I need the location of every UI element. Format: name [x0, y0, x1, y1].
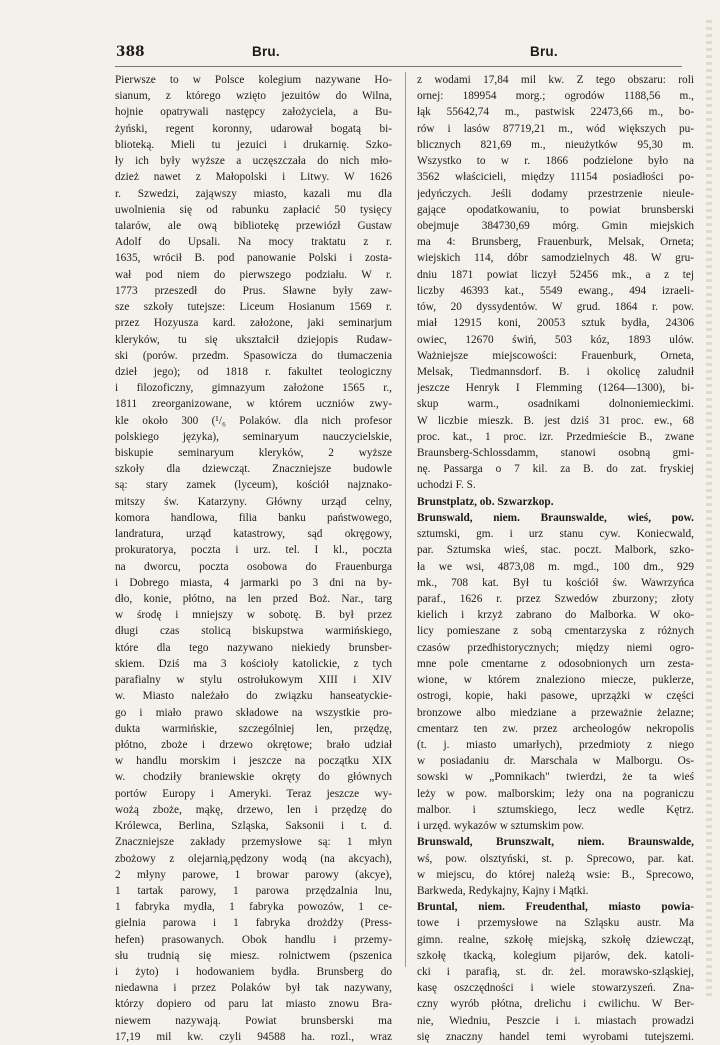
text-line: dukta warmińskie, szczególniej len, przędzę,	[115, 722, 392, 735]
text-line: rów i lasów 87719,21 m., wód większych pu-	[417, 122, 694, 135]
text-line: ostrogi, kopie, haki pasowe, uprzążki w części	[417, 690, 694, 703]
text-line: nie, Wiedniu, Peszcie i i. miastach prowadzi	[417, 1014, 694, 1027]
text-line: uwolnienia się od rabunku zapłacić 50 tysięcy	[115, 203, 392, 216]
text-line: mk., 708 kat. Był tu kościół św. Wawrzyńca	[417, 576, 694, 589]
text-line: Wszystko to w r. 1866 podzielone było na	[417, 155, 694, 168]
text-line: w. chodziły braniewskie okręty do głównych	[115, 771, 392, 784]
text-line: 1 fabryka mydła, 1 fabryka powozów, 1 ce-	[115, 901, 392, 914]
text-line: bronzowe albo miedziane a przeważnie żelazne;	[417, 706, 694, 719]
text-line: szkołę tkacką, kolegium pijarów, dek. katoli-	[417, 949, 694, 962]
text-line: landratura, urząd katastrowy, sąd okręgowy,	[115, 528, 392, 541]
text-line: tów, 20 dyssydentów. W grud. 1864 r. pow.	[417, 301, 694, 314]
text-line: Brunstplatz, ob. Szwarzkop.	[417, 495, 554, 508]
text-line: parafialny w stylu ostrołukowym XIII i XIV	[115, 674, 392, 687]
text-line: uchodzi F. S.	[417, 479, 476, 492]
text-line: czasów przedhistorycznych; między niemi ogro-	[417, 641, 694, 654]
text-line: 1635, wrócił B. pod panowanie Polski i zosta-	[115, 252, 392, 265]
text-line: płótno, zboże i drzewo okrętowe; brało udział	[115, 738, 392, 751]
text-line: gielnia parowa i 1 fabryka drożdży (Press-	[115, 917, 392, 930]
text-line: szkoły dla dziewcząt. Znaczniejsze budowle	[115, 463, 392, 476]
page-number: 388	[116, 44, 145, 60]
text-line: i filozoficzny, gimnazyum założone 1565 r.,	[115, 382, 392, 395]
text-line: 1 tartak parowy, 1 parowa przędzalnia lnu,	[115, 884, 392, 897]
text-line: wś, pow. olsztyński, st. p. Sprecowo, par. kat.	[417, 852, 694, 865]
text-line: dniu 1871 powiat liczył 52456 mk., a z tej	[417, 268, 694, 281]
text-line: Pierwsze to w Polsce kolegium nazywane Ho-	[115, 74, 392, 86]
text-line: i urzęd. wykazów w sztumskim pow.	[417, 820, 585, 833]
text-line: ły ich były wyższe a uczęszczała do nich mło-	[115, 155, 392, 168]
text-line: ła we wsi, 4873,08 m. mgd., 100 dm., 929	[417, 560, 694, 573]
text-line: wożą zboże, mąkę, drzewo, len i przędzę do	[115, 803, 392, 816]
text-line: W liczbie mieszk. B. jest dziś 31 proc. ew., 68	[417, 414, 694, 427]
text-line: Brunswald, Brunszwalt, niem. Braunswalde,	[417, 836, 694, 849]
text-line: dło, konie, płótno, na len przed Boż. Nar., targ	[115, 593, 392, 605]
text-line: skiem. Dziś ma 3 kościoły katolickie, z tych	[115, 657, 392, 670]
text-line: portów Europy i Ameryki. Teraz jeszcze wy-	[115, 787, 392, 800]
text-line: 17,19 mil kw. czyli 94588 ha. rozl., wraz	[115, 1030, 392, 1043]
text-line: niewem nazywają. Powiat brunsberski ma	[115, 1014, 392, 1027]
text-line: w posiadaniu dr. Marschala w Malborgu. Os-	[417, 755, 694, 768]
text-line: sze szkoły tutejsze: Liceum Hosianum 1569 r.	[115, 301, 392, 314]
text-line: leży w pow. malborskim; leży ona na pograniczu	[417, 787, 694, 800]
text-line: ma 4: Brunsberg, Frauenburk, Melsak, Orneta;	[417, 236, 694, 249]
text-line: jeszcze Henryk I Flemming (1264—1300), bi-	[417, 382, 694, 395]
text-line: paraf., 1626 r. przez Szwedów zburzony; złoty	[417, 593, 694, 605]
text-line: Królewca, Berlina, Szląska, Saksonii i t. d.	[115, 820, 392, 833]
text-line: w. Miasto należało do związku hanseatyckie-	[115, 690, 392, 703]
text-line: 3562 właścicieli, między 11154 posiadłości po-	[417, 171, 694, 184]
text-line: kleryków, tu się ukształcił dziejopis Rudaw-	[115, 333, 392, 346]
text-line: łąk 55642,74 m., pastwisk 22473,66 m., bo-	[417, 106, 694, 119]
text-line: sianum, z którego wzięto jezuitów do Wilna,	[115, 90, 392, 103]
text-line: cki i parafią, st. dr. żel. morawsko-szląskiej,	[417, 966, 694, 979]
text-line: Bruntal, niem. Freudenthal, miasto powia-	[417, 901, 694, 914]
text-line: w środę i mniejszy w sobotę. B. był przez	[115, 609, 392, 622]
text-line: liczby 46393 kat., 5549 ewang., 494 izraeli-	[417, 284, 694, 297]
text-line: mne pole cmentarne z odosobnionych urn zesta-	[417, 657, 694, 670]
text-line: skup warm., osadnikami dolnoniemieckimi.	[417, 398, 694, 411]
text-line: par. Sztumska wieś, stac. poczt. Malbork, szko-	[417, 544, 694, 557]
text-line: Znaczniejsze zakłady przemysłowe są: 1 młyn	[115, 836, 392, 849]
text-line: owiec, 12670 świń, 503 kóz, 1893 ulów.	[417, 333, 694, 346]
text-line: jedyńczych. Jeśli dodamy przestrzenie nieule-	[417, 187, 694, 200]
right-text-column	[417, 72, 694, 1045]
text-line: 1773 przeszedł do Prus. Sławne były zaw-	[115, 284, 392, 297]
text-line: kielich i krzyż zabrano do Malborka. W oko-	[417, 609, 694, 622]
text-line: hojnie opatrywali następcy założyciela, a Bu-	[115, 106, 392, 119]
text-line: sowski w „Pomnikach" twierdzi, że ta wieś	[417, 771, 694, 784]
text-line: gimn. realne, szkołę miejską, szkołę dziewcząt,	[417, 933, 694, 946]
text-line: blioteką. Mieli tu jezuici i drukarnię. Szko-	[115, 138, 392, 151]
text-line: biskupie seminaryum kleryków, 2 wyższe	[115, 447, 392, 460]
text-line: i Dobrego miasta, 4 jarmarki po 3 dni na by-	[115, 576, 392, 589]
text-line: talarów, ale ową bibliotekę przewiózł Gustaw	[115, 219, 392, 232]
text-line: licy pomieszane z sobą cmentarzyska z różnych	[417, 625, 694, 638]
text-line: malbor. i sztumskiego, lecz wedle Kętrz.	[417, 803, 694, 816]
text-line: sztumski, gm. i urz stanu cyw. Koniecwald,	[417, 528, 694, 541]
text-line: w handlu morskim i jeszcze na początku XIX	[115, 755, 392, 768]
text-line: się znaczny handel temi wyrobami tutejszemi.	[417, 1030, 694, 1043]
text-line: hefen) prasowanych. Obok handlu i przemy-	[115, 933, 392, 946]
text-line: blicznych 821,69 m., nieużytków 95,30 m.	[417, 138, 694, 151]
text-line: wione, w którem znaleziono miecze, puklerze,	[417, 674, 694, 687]
text-line: na dworcu, poczta osobowa do Frauenburga	[115, 560, 392, 573]
text-line: zbożowy z olejarnią,pędzony wodą (na akcyach),	[115, 852, 392, 865]
text-line: wał pod niem do pierwszego podziału. W r.	[115, 268, 392, 281]
text-line: i żyto) i hodowaniem bydła. Brunsberg do	[115, 966, 392, 979]
text-line: go i miało prawo składowe na wszystkie pro-	[115, 706, 392, 719]
text-line: Brunswald, niem. Braunswalde, wieś, pow.	[417, 511, 694, 524]
text-line: Melsak, Tiedmannsdorf. B. i okolicę zaludnił	[417, 365, 694, 378]
text-line: ornej: 189954 morg.; ogrodów 1188,56 m.,	[417, 90, 694, 103]
text-line: 2 młyny parowe, 1 browar parowy (akcye),	[115, 868, 392, 881]
text-line: przez Hozyusza kard. założone, jaki seminarjum	[115, 317, 392, 330]
text-line: dzieł jego); od 1818 r. fakultet teologiczny	[115, 365, 392, 378]
right-running-head: Bru.	[530, 44, 558, 59]
text-line: Braunsberg-Schlossdamm, stanowi osobną gmi-	[417, 447, 694, 460]
text-line: r. Szwedzi, zająwszy miasto, kazali mu dla	[115, 187, 392, 200]
text-line: którzy dopiero od paru lat miasto znowu Bra-	[115, 998, 392, 1011]
text-line: polskiego języka), seminaryum nauczycielskie,	[115, 430, 392, 443]
text-line: prokuratorya, poczta i urz. tel. I kl., poczta	[115, 544, 392, 557]
text-line: żyński, regent koronny, udarował bogatą bi-	[115, 122, 392, 135]
text-line: komora handlowa, filia banku państwowego,	[115, 511, 392, 524]
text-line: proc. kat., 1 proc. izr. Przedmieście B., zwane	[417, 430, 694, 443]
text-line: towe i przemysłowe na Szląsku austr. Ma	[417, 917, 694, 930]
text-line: są: stary zamek (lyceum), kościół najznako-	[115, 479, 392, 492]
text-line: z wodami 17,84 mil kw. Z tego obszaru: roli	[417, 74, 694, 86]
text-line: kasę oszczędności i wiele stowarzyszeń. Zna-	[417, 982, 694, 995]
text-line: mitszy św. Katarzyny. Główny urząd celny,	[115, 495, 392, 508]
text-line: ski (porów. przedm. Spasowicza do tłumaczenia	[115, 349, 392, 362]
text-line: Ważniejsze miejscowości: Frauenburk, Orneta,	[417, 349, 694, 362]
text-line: czny wyrób płótna, drelichu i cwilichu. W Ber-	[417, 998, 694, 1011]
text-line: (t. j. miasto umarłych), przedmioty z niego	[417, 738, 694, 751]
column-divider	[405, 72, 406, 967]
text-line: wiejskich 114, dóbr samodzielnych 48. W gru-	[417, 252, 694, 265]
text-line: cmentarz ten zw. przez archeologów nekropolis	[417, 722, 694, 735]
text-line: nę. Passarga o 7 kil. za B. do zat. fryskiej	[417, 463, 694, 476]
text-line: gające opodatkowaniu, to powiat brunsberski	[417, 203, 694, 216]
text-line: miał 12915 koni, 20053 sztuk bydła, 24306	[417, 317, 694, 330]
left-text-column	[115, 72, 392, 1045]
text-line: które dla tego nazywano niekiedy brunsber-	[115, 641, 392, 654]
text-line: Barkweda, Redykajny, Kajny i Mątki.	[417, 884, 589, 897]
text-line: niedawna i przez Polaków był tak nazywany,	[115, 982, 392, 995]
text-line: Adolf do Upsali. Na mocy traktatu z r.	[115, 236, 392, 249]
text-line: długi czas stolicą biskupstwa warmińskiego,	[115, 625, 392, 638]
header-rule	[115, 66, 682, 67]
page-edge-texture	[706, 20, 712, 1000]
text-line: dzież nawet z Małopolski i Litwy. W 1626	[115, 171, 392, 184]
left-running-head: Bru.	[252, 44, 280, 59]
text-line: w miejscu, do której należą wsie: B., Sprecowo,	[417, 868, 694, 881]
text-line: słu trudnią się miesz. rolnictwem (pszenica	[115, 949, 392, 962]
text-line: 1811 zreorganizowane, w którem uczniów zwy-	[115, 398, 392, 411]
text-line: kle około 300 (¹/₆ Polaków. dla nich profesor	[115, 414, 392, 427]
text-line: obejmuje 384730,69 mórg. Gmin miejskich	[417, 219, 694, 232]
